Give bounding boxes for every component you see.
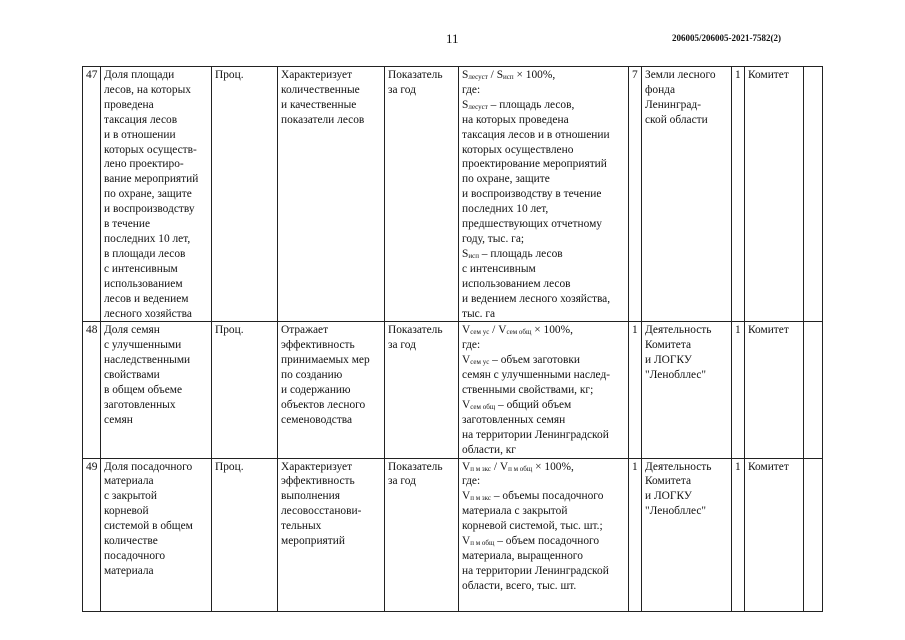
- indicator-name: [101, 322, 212, 458]
- data-source-line: Комитета: [645, 339, 692, 352]
- formula-text: году, тыс. га;: [462, 232, 525, 245]
- formula-var: V: [462, 354, 471, 367]
- empty-cell: [804, 67, 823, 322]
- source-count: 7: [629, 67, 642, 322]
- formula-text: материала, выращенного: [462, 550, 583, 562]
- formula-line: [462, 217, 626, 232]
- formula-line: [462, 187, 626, 202]
- indicator-name-line: с закрытой: [104, 490, 157, 503]
- indicator-name-line: системой в общем: [104, 520, 193, 533]
- description-cell-line: тельных: [281, 520, 322, 533]
- formula-separator: /: [487, 69, 497, 81]
- formula-var: S: [462, 98, 469, 111]
- period-cell: [385, 458, 459, 611]
- formula-line: [462, 202, 626, 217]
- formula-line: [462, 579, 626, 594]
- indicator-name-line: в течение: [104, 218, 151, 231]
- source-count: 1: [629, 458, 642, 611]
- formula-line: [462, 292, 626, 307]
- description-cell-line: лесовосстанови-: [281, 505, 362, 518]
- period-cell-line: за год: [388, 83, 416, 96]
- indicator-name-line: проведена: [104, 98, 154, 111]
- data-source-line: "Ленобллес": [645, 369, 707, 382]
- formula-subscript: сем ус: [470, 328, 490, 337]
- table-row: [83, 458, 823, 611]
- frequency-cell: 1: [732, 458, 745, 611]
- indicator-name-line: семян: [104, 413, 133, 426]
- formula-line: [462, 474, 626, 489]
- formula-text: на которых проведена: [462, 113, 569, 126]
- formula-subscript: п м общ: [470, 539, 495, 548]
- period-cell-line: за год: [388, 475, 416, 488]
- indicator-name-line: которых осуществ-: [104, 143, 197, 156]
- formula-subscript: исп: [503, 73, 514, 81]
- formula-subscript: исп: [468, 251, 479, 260]
- formula-line: [462, 157, 626, 172]
- formula-line: [462, 277, 626, 292]
- indicators-table: [82, 66, 823, 612]
- indicator-name-line: Доля посадочного: [104, 460, 193, 473]
- formula-text: где:: [462, 339, 481, 352]
- description-cell: [278, 458, 385, 611]
- formula-subscript: п м зкс: [470, 464, 492, 473]
- description-cell-line: Характеризует: [281, 460, 353, 473]
- indicator-name-line: лесов, на которых: [104, 83, 191, 96]
- formula-head: [462, 460, 626, 475]
- formula-text: где:: [462, 475, 481, 488]
- formula-head: [462, 68, 626, 83]
- data-source-line: Земли лесного: [645, 69, 716, 81]
- formula-text: с интенсивным: [462, 262, 536, 275]
- formula-line: [462, 172, 626, 187]
- formula-var: V: [499, 460, 509, 473]
- formula-subscript: п м общ: [508, 464, 533, 473]
- period-cell: [385, 322, 459, 458]
- indicator-name-line: корневой: [104, 505, 149, 518]
- formula-var: V: [462, 324, 471, 337]
- data-source: [642, 322, 732, 458]
- description-cell-line: Отражает: [281, 324, 329, 337]
- indicator-name-line: материала: [104, 564, 154, 577]
- period-cell-line: за год: [388, 339, 416, 352]
- formula-subscript: лесуст: [468, 73, 488, 81]
- indicator-name-line: в общем объеме: [104, 384, 183, 397]
- frequency-cell: 1: [732, 67, 745, 322]
- description-cell: [278, 322, 385, 458]
- formula-line: [462, 232, 626, 247]
- formula-cell: [459, 458, 629, 611]
- formula-subscript: сем ус: [470, 358, 490, 367]
- indicator-name-line: по охране, защите: [104, 188, 192, 201]
- formula-text: – площадь лесов,: [487, 98, 575, 111]
- indicator-name-line: таксация лесов: [104, 113, 178, 126]
- description-cell-line: мероприятий: [281, 535, 345, 548]
- description-cell-line: эффективность: [281, 339, 355, 352]
- formula-var: V: [462, 398, 471, 411]
- formula-head: [462, 323, 626, 338]
- formula-separator: /: [489, 324, 499, 337]
- empty-cell: [804, 322, 823, 458]
- formula-subscript: сем общ: [470, 402, 496, 411]
- formula-var: V: [462, 490, 471, 503]
- formula-subscript: лесуст: [468, 102, 488, 111]
- formula-line: [462, 534, 626, 549]
- formula-line: [462, 549, 626, 564]
- formula-line: [462, 98, 626, 113]
- formula-text: – объем заготовки: [489, 354, 580, 367]
- description-cell-line: показатели лесов: [281, 113, 365, 126]
- period-cell: [385, 67, 459, 322]
- description-cell-line: Характеризует: [281, 69, 353, 81]
- data-source: [642, 67, 732, 322]
- formula-text: по охране, защите: [462, 173, 550, 186]
- formula-line: [462, 413, 626, 428]
- formula-line: [462, 383, 626, 398]
- indicator-name-line: лесного хозяйства: [104, 307, 192, 320]
- indicator-name-line: с улучшенными: [104, 339, 182, 352]
- description-cell-line: количественные: [281, 83, 360, 96]
- formula-tail: × 100%,: [532, 460, 574, 473]
- row-number: 48: [83, 322, 101, 458]
- formula-text: – площадь лесов: [478, 247, 563, 260]
- formula-text: на территории Ленинградской: [462, 564, 609, 577]
- data-source-line: Деятельность: [645, 460, 712, 473]
- formula-line: [462, 519, 626, 534]
- formula-cell: [459, 322, 629, 458]
- responsible-cell: Комитет: [745, 322, 804, 458]
- unit-cell: Проц.: [212, 67, 278, 322]
- indicator-name-line: Доля семян: [104, 324, 160, 337]
- description-cell-line: и содержанию: [281, 384, 351, 397]
- description-cell-line: принимаемых мер: [281, 354, 370, 367]
- indicator-name-line: и воспроизводству: [104, 203, 195, 216]
- row-number: 49: [83, 458, 101, 611]
- formula-text: на территории Ленинградской: [462, 428, 609, 441]
- table-row: [83, 67, 823, 322]
- indicator-name-line: заготовленных: [104, 398, 176, 411]
- formula-var: S: [462, 69, 469, 81]
- formula-line: [462, 128, 626, 143]
- description-cell-line: по созданию: [281, 369, 343, 382]
- indicator-name-line: лесов и ведением: [104, 292, 189, 305]
- description-cell: [278, 67, 385, 322]
- formula-var: V: [462, 460, 471, 473]
- formula-tail: × 100%,: [531, 324, 573, 337]
- data-source-line: Ленинград-: [645, 98, 702, 111]
- indicator-name-line: в площади лесов: [104, 247, 186, 260]
- data-source-line: фонда: [645, 83, 676, 96]
- description-cell-line: семеноводства: [281, 413, 353, 426]
- source-count: 1: [629, 322, 642, 458]
- data-source-line: "Ленобллес": [645, 505, 707, 518]
- data-source-line: и ЛОГКУ: [645, 354, 692, 367]
- indicator-name-line: последних 10 лет,: [104, 232, 191, 245]
- formula-line: [462, 83, 626, 98]
- row-number: 47: [83, 67, 101, 322]
- indicator-name-line: с интенсивным: [104, 262, 178, 275]
- formula-text: – объем посадочного: [494, 535, 600, 548]
- data-source-line: и ЛОГКУ: [645, 490, 692, 503]
- formula-text: – объемы посадочного: [491, 490, 604, 503]
- formula-line: [462, 489, 626, 504]
- formula-text: – общий объем: [495, 398, 572, 411]
- formula-text: и воспроизводству в течение: [462, 188, 602, 201]
- indicator-name-line: материала: [104, 475, 154, 488]
- formula-var: S: [496, 69, 504, 81]
- formula-line: [462, 307, 626, 322]
- formula-text: и ведением лесного хозяйства,: [462, 292, 611, 305]
- data-source-line: Деятельность: [645, 324, 712, 337]
- indicator-name-line: лено проектиро-: [104, 158, 184, 171]
- formula-text: предшествующих отчетному: [462, 218, 603, 231]
- indicator-name: [101, 458, 212, 611]
- indicator-name-line: использованием: [104, 277, 183, 290]
- formula-text: области, кг: [462, 443, 516, 456]
- empty-cell: [804, 458, 823, 611]
- responsible-cell: Комитет: [745, 458, 804, 611]
- formula-text: ственными свойствами, кг;: [462, 384, 594, 397]
- formula-line: [462, 443, 626, 458]
- indicator-name-line: вание мероприятий: [104, 173, 199, 186]
- formula-line: [462, 428, 626, 443]
- frequency-cell: 1: [732, 322, 745, 458]
- formula-subscript: сем общ: [506, 328, 532, 337]
- page-number: 11: [446, 31, 459, 46]
- formula-line: [462, 338, 626, 353]
- indicator-name-line: свойствами: [104, 369, 160, 382]
- formula-line: [462, 247, 626, 262]
- formula-separator: /: [491, 460, 500, 473]
- indicator-name: [101, 67, 212, 322]
- formula-line: [462, 368, 626, 383]
- formula-text: где:: [462, 83, 481, 96]
- formula-line: [462, 398, 626, 413]
- formula-line: [462, 504, 626, 519]
- formula-line: [462, 262, 626, 277]
- formula-text: использованием лесов: [462, 277, 571, 290]
- description-cell-line: и качественные: [281, 98, 357, 111]
- period-cell-line: Показатель: [388, 460, 443, 473]
- formula-line: [462, 353, 626, 368]
- data-source: [642, 458, 732, 611]
- description-cell-line: эффективность: [281, 475, 355, 488]
- unit-cell: Проц.: [212, 458, 278, 611]
- formula-text: корневой системой, тыс. шт.;: [462, 520, 603, 533]
- formula-subscript: п м зкс: [470, 494, 492, 503]
- indicator-name-line: Доля площади: [104, 69, 175, 81]
- data-source-line: ской области: [645, 113, 708, 126]
- table-row: [83, 322, 823, 458]
- data-source-line: Комитета: [645, 475, 692, 488]
- responsible-cell: Комитет: [745, 67, 804, 322]
- table-body: [83, 67, 823, 612]
- formula-text: заготовленных семян: [462, 413, 566, 426]
- formula-var: V: [498, 324, 507, 337]
- unit-cell: Проц.: [212, 322, 278, 458]
- formula-line: [462, 113, 626, 128]
- formula-var: S: [462, 247, 469, 260]
- formula-var: V: [462, 535, 471, 548]
- period-cell-line: Показатель: [388, 324, 443, 337]
- formula-text: таксация лесов и в отношении: [462, 128, 610, 141]
- formula-line: [462, 564, 626, 579]
- formula-text: которых осуществлено: [462, 143, 574, 156]
- period-cell-line: Показатель: [388, 69, 443, 81]
- description-cell-line: выполнения: [281, 490, 340, 503]
- formula-text: семян с улучшенными наслед-: [462, 369, 611, 382]
- formula-text: области, всего, тыс. шт.: [462, 579, 577, 592]
- formula-text: материала с закрытой: [462, 505, 568, 518]
- indicator-name-line: количестве: [104, 535, 158, 548]
- indicator-name-line: посадочного: [104, 550, 166, 562]
- description-cell-line: объектов лесного: [281, 398, 366, 411]
- formula-tail: × 100%,: [513, 69, 556, 81]
- indicator-name-line: и в отношении: [104, 128, 176, 141]
- formula-line: [462, 143, 626, 158]
- document-code: 206005/206005-2021-7582(2): [672, 33, 781, 43]
- formula-text: последних 10 лет,: [462, 203, 549, 216]
- formula-text: тыс. га: [462, 307, 496, 320]
- indicator-name-line: наследственными: [104, 354, 191, 367]
- formula-cell: [459, 67, 629, 322]
- formula-text: проектирование мероприятий: [462, 158, 607, 171]
